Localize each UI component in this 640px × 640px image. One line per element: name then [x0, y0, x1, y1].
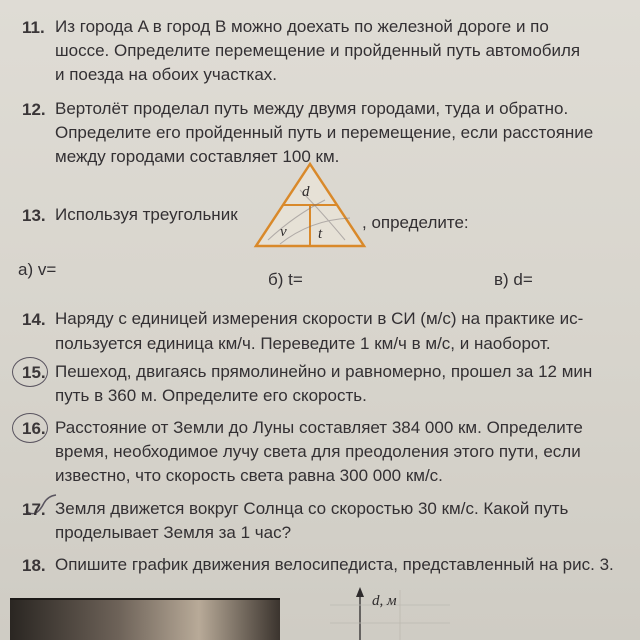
problem-14-line-2: пользуется единица км/ч. Переведите 1 км/ч в м/с, и наоборот.: [55, 334, 551, 353]
problem-15-line-1: Пешеход, двигаясь прямолинейно и равномерно, прошел за 12 мин: [55, 362, 593, 381]
problem-14-number: 14.: [22, 310, 46, 329]
problem-16-number: 16.: [22, 419, 46, 438]
problem-16-line-1: Расстояние от Земли до Луны составляет 384 000 км. Определите: [55, 418, 583, 437]
subpart-a: а) v=: [18, 260, 57, 279]
problem-15-line-2: путь в 360 м. Определите его скорость.: [55, 386, 367, 405]
problem-17-line-2: проделывает Земля за 1 час?: [55, 523, 292, 542]
problem-16-line-3: известно, что скорость света равна 300 000 км/с.: [55, 466, 443, 485]
problem-17-number: 17.: [22, 500, 46, 519]
subpart-b: б) t=: [268, 270, 303, 289]
problem-13-number: 13.: [22, 206, 46, 225]
problem-12-line-1: Вертолёт проделал путь между двумя городами, туда и обратно.: [55, 99, 569, 118]
problem-12-number: 12.: [22, 100, 46, 119]
problem-13-pre-text: Используя треугольник: [55, 205, 238, 224]
problem-17-line-1: Земля движется вокруг Солнца со скоростью 30 км/с. Какой путь: [55, 499, 569, 518]
triangle-label-t: t: [318, 226, 323, 242]
problem-11-number: 11.: [22, 18, 45, 37]
problem-13-post-text: , определите:: [362, 213, 469, 232]
problem-15-number: 15.: [22, 363, 46, 382]
problem-18-line-1: Опишите график движения велосипедиста, представленный на рис. 3.: [55, 555, 614, 574]
problem-16-line-2: время, необходимое лучу света для преодоления этого пути, если: [55, 442, 581, 461]
problem-11-line-1: Из города A в город B можно доехать по железной дороге и по: [55, 17, 549, 36]
problem-18-number: 18.: [22, 556, 46, 575]
problem-12-line-2: Определите его пройденный путь и перемещение, если расстояние: [55, 123, 594, 142]
triangle-label-d: d: [302, 184, 310, 200]
velocity-triangle-diagram: [250, 160, 370, 252]
problem-11-line-2: шоссе. Определите перемещение и пройденный путь автомобиля: [55, 41, 581, 60]
problem-11-line-3: и поезда на обоих участках.: [55, 65, 277, 84]
problem-12-line-3: между городами составляет 100 км.: [55, 147, 340, 166]
triangle-label-v: v: [280, 224, 287, 240]
axis-label-d: d, м: [372, 593, 397, 609]
photo-fragment: [10, 598, 280, 640]
problem-14-line-1: Наряду с единицей измерения скорости в СИ (м/с) на практике ис-: [55, 309, 584, 328]
graph-axis-fragment: [330, 585, 450, 640]
subpart-c: в) d=: [494, 270, 533, 289]
